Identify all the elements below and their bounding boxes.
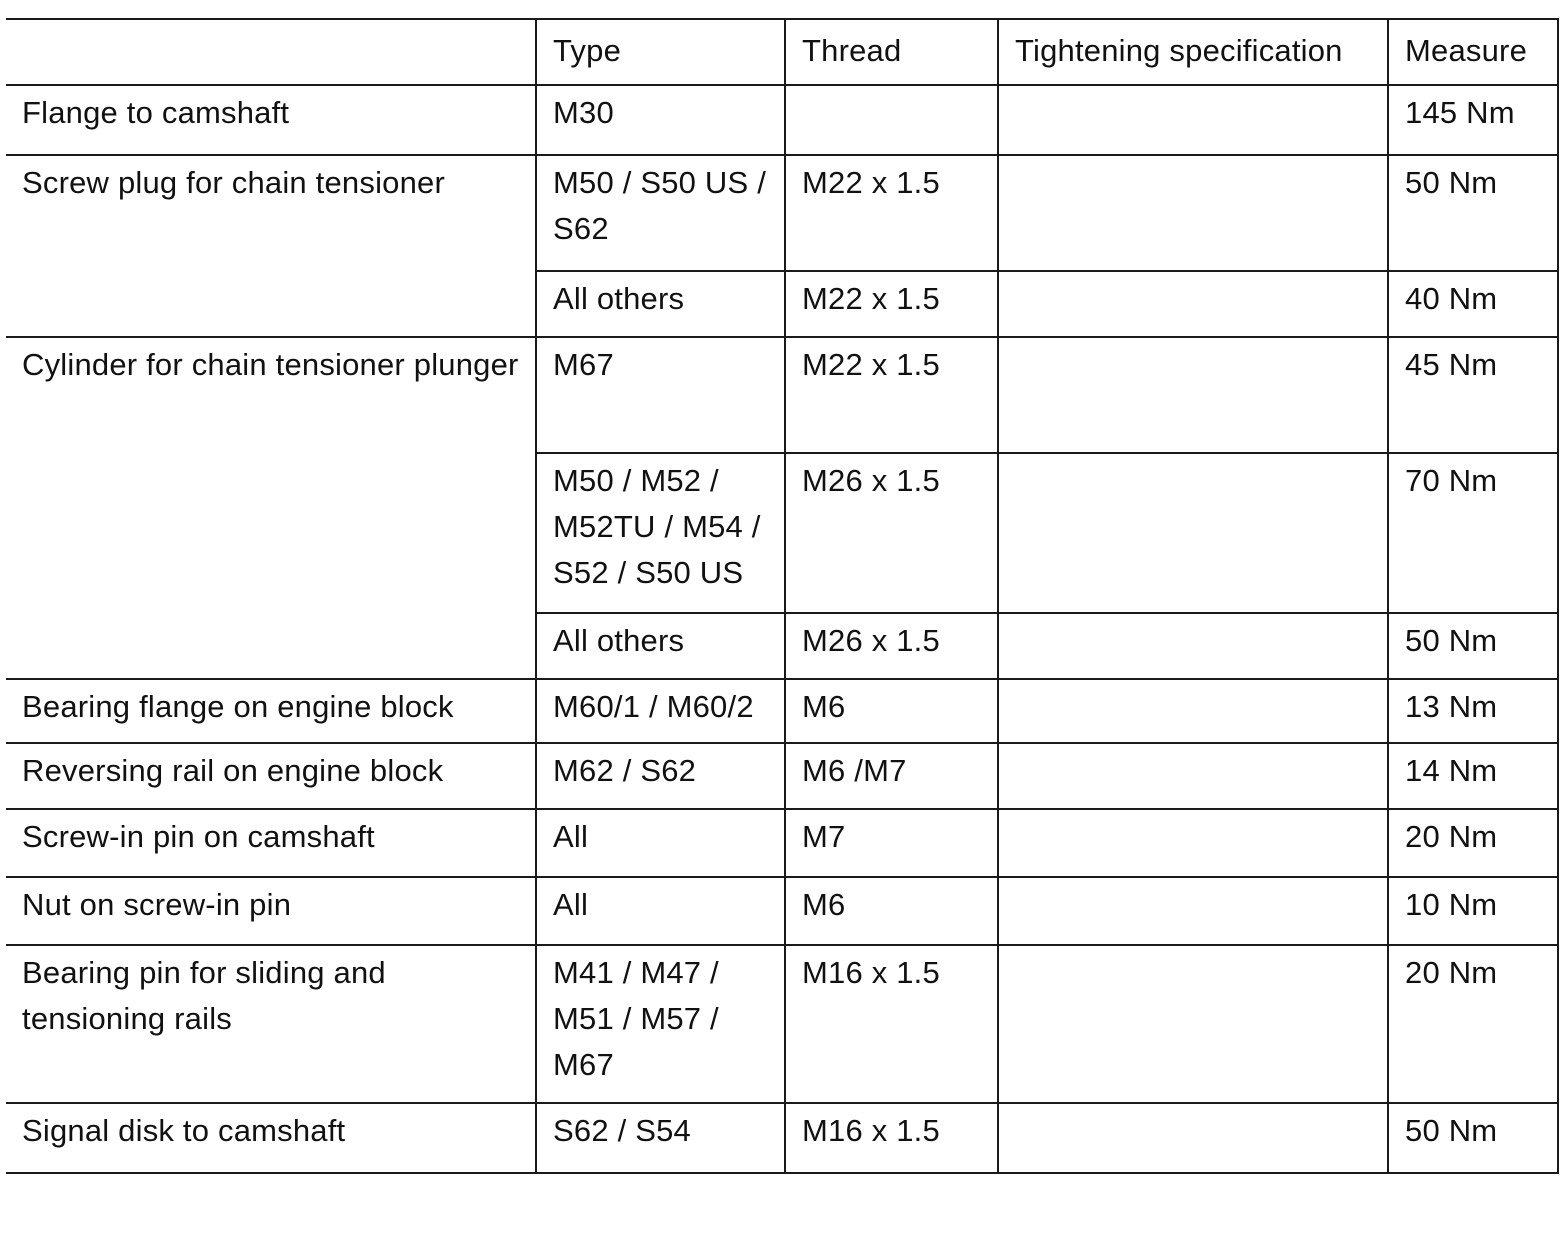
cell-measure: 20 Nm [1388, 809, 1558, 877]
cell-type: M60/1 / M60/2 [536, 679, 785, 743]
cell-type: All [536, 809, 785, 877]
cell-tightening [998, 679, 1388, 743]
table-row [6, 877, 1558, 945]
cell-tightening [998, 453, 1388, 613]
cell-measure: 20 Nm [1388, 945, 1558, 1103]
cell-measure: 13 Nm [1388, 679, 1558, 743]
cell-part: Cylinder for chain tensioner plunger [6, 337, 536, 679]
cell-part: Reversing rail on engine block [6, 743, 536, 809]
cell-measure: 50 Nm [1388, 155, 1558, 271]
cell-thread: M16 x 1.5 [785, 1103, 998, 1173]
cell-type: M62 / S62 [536, 743, 785, 809]
cell-tightening [998, 877, 1388, 945]
cell-tightening [998, 1103, 1388, 1173]
cell-thread: M7 [785, 809, 998, 877]
cell-type: All others [536, 271, 785, 337]
cell-tightening [998, 945, 1388, 1103]
cell-measure: 45 Nm [1388, 337, 1558, 453]
cell-measure: 14 Nm [1388, 743, 1558, 809]
cell-type: M41 / M47 / M51 / M57 / M67 [536, 945, 785, 1103]
header-thread: Thread [785, 19, 998, 85]
cell-thread [785, 85, 998, 155]
cell-tightening [998, 337, 1388, 453]
table-row [6, 743, 1558, 809]
cell-part: Flange to camshaft [6, 85, 536, 155]
cell-type: All [536, 877, 785, 945]
cell-type: M50 / M52 / M52TU / M54 / S52 / S50 US [536, 453, 785, 613]
cell-thread: M26 x 1.5 [785, 453, 998, 613]
cell-part: Screw plug for chain tensioner [6, 155, 536, 337]
cell-type: M67 [536, 337, 785, 453]
cell-type: M50 / S50 US / S62 [536, 155, 785, 271]
cell-part: Nut on screw-in pin [6, 877, 536, 945]
cell-tightening [998, 155, 1388, 271]
cell-thread: M6 /M7 [785, 743, 998, 809]
cell-thread: M22 x 1.5 [785, 271, 998, 337]
cell-part: Bearing pin for sliding and tensioning rails [6, 945, 536, 1103]
table-row [6, 1103, 1558, 1173]
cell-thread: M6 [785, 877, 998, 945]
cell-part: Signal disk to camshaft [6, 1103, 536, 1173]
cell-thread: M22 x 1.5 [785, 155, 998, 271]
cell-measure: 50 Nm [1388, 613, 1558, 679]
cell-thread: M22 x 1.5 [785, 337, 998, 453]
cell-thread: M6 [785, 679, 998, 743]
cell-thread: M26 x 1.5 [785, 613, 998, 679]
header-type: Type [536, 19, 785, 85]
cell-tightening [998, 85, 1388, 155]
header-part [6, 19, 536, 85]
cell-type: S62 / S54 [536, 1103, 785, 1173]
cell-tightening [998, 613, 1388, 679]
cell-measure: 10 Nm [1388, 877, 1558, 945]
cell-tightening [998, 743, 1388, 809]
header-tightening-specification: Tightening specification [998, 19, 1388, 85]
cell-measure: 40 Nm [1388, 271, 1558, 337]
table-row [6, 809, 1558, 877]
cell-type: M30 [536, 85, 785, 155]
cell-measure: 50 Nm [1388, 1103, 1558, 1173]
cell-thread: M16 x 1.5 [785, 945, 998, 1103]
table-row [6, 155, 1558, 271]
cell-part: Screw-in pin on camshaft [6, 809, 536, 877]
header-measure: Measure [1388, 19, 1558, 85]
torque-spec-table [6, 18, 1559, 1174]
cell-measure: 145 Nm [1388, 85, 1558, 155]
table-row [6, 85, 1558, 155]
table-row [6, 679, 1558, 743]
header-row [6, 19, 1558, 85]
cell-tightening [998, 809, 1388, 877]
cell-tightening [998, 271, 1388, 337]
table-row [6, 945, 1558, 1103]
table-row [6, 337, 1558, 453]
cell-part: Bearing flange on engine block [6, 679, 536, 743]
cell-measure: 70 Nm [1388, 453, 1558, 613]
cell-type: All others [536, 613, 785, 679]
